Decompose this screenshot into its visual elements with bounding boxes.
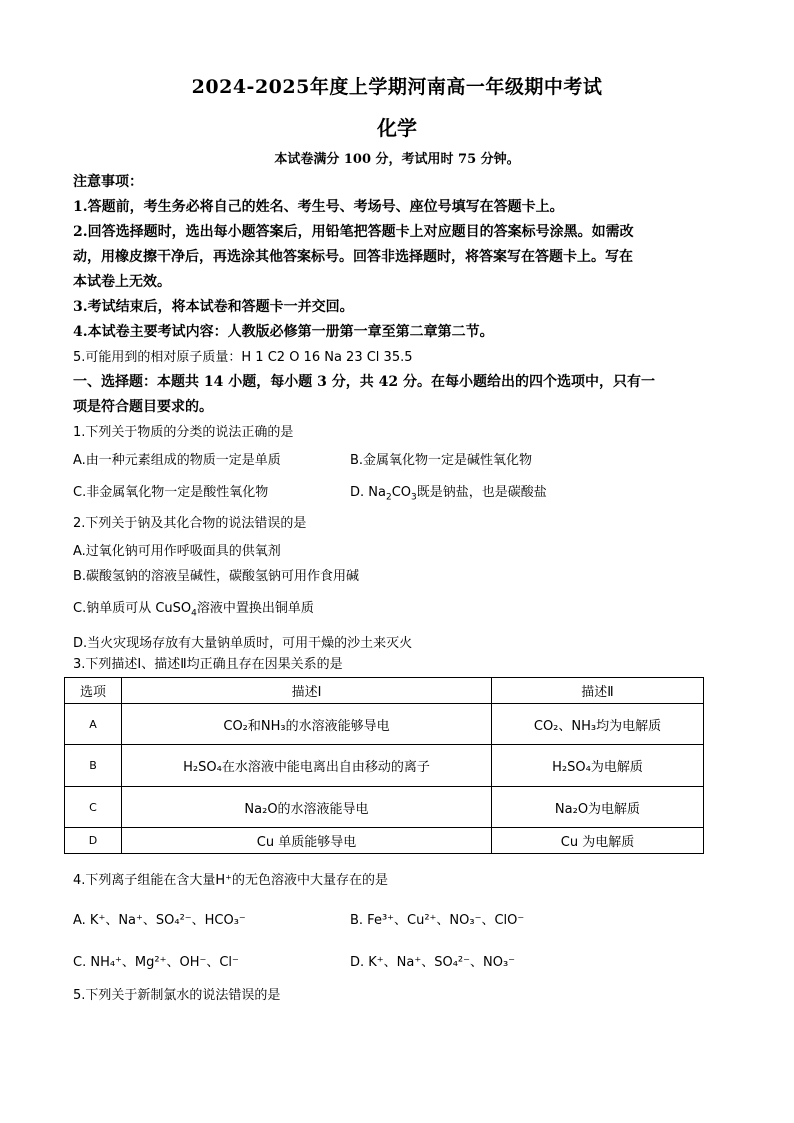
table-row [65,787,704,828]
row-desc2: H₂SO₄为电解质 [492,745,704,787]
row-label: D [65,828,122,854]
q4-option-c: C. NH₄⁺、Mg²⁺、OH⁻、Cl⁻ [73,955,239,970]
q2-stem: 2.下列关于钠及其化合物的说法错误的是 [73,516,307,531]
table-row [65,745,704,787]
exam-meta: 本试卷满分 100 分，考试用时 75 分钟。 [274,152,520,167]
subject-title: 化学 [377,116,417,140]
q4-stem: 4.下列离子组能在含大量H⁺的无色溶液中大量存在的是 [73,873,389,888]
q4-option-d: D. K⁺、Na⁺、SO₄²⁻、NO₃⁻ [350,955,516,970]
q1-option-d: D. $Na_2CO_3$既是钠盐，也是碳酸盐 [350,485,547,503]
q1-stem: 1.下列关于物质的分类的说法正确的是 [73,425,294,440]
q1-option-b: B.金属氧化物一定是碱性氧化物 [350,453,533,468]
row-desc1: H₂SO₄在水溶液中能电离出自由移动的离子 [122,745,492,787]
row-desc1: Cu 单质能够导电 [122,828,492,854]
row-label: A [65,704,122,745]
q4-option-a: A. K⁺、Na⁺、SO₄²⁻、HCO₃⁻ [73,913,246,928]
row-label: C [65,787,122,828]
row-desc2: Cu 为电解质 [492,828,704,854]
q5-stem: 5.下列关于新制氯水的说法错误的是 [73,988,281,1003]
row-desc2: Na₂O为电解质 [492,787,704,828]
table-row [65,704,704,745]
q2-option-c: C.钠单质可从 CuSO$_4$溶液中置换出铜单质 [73,601,314,619]
q1-option-a: A.由一种元素组成的物质一定是单质 [73,453,281,468]
note-5: 5.可能用到的相对原子质量：H 1 C2 O 16 Na 23 Cl 35.5 [73,350,413,365]
note-2a: 2.回答选择题时，选出每小题答案后，用铅笔把答题卡上对应题目的答案标号涂黑。如需改 [73,224,634,240]
row-label: B [65,745,122,787]
note-1: 1.答题前，考生务必将自己的姓名、考生号、考场号、座位号填写在答题卡上。 [73,199,564,215]
table-header-option: 选项 [65,678,122,704]
row-desc1: Na₂O的水溶液能导电 [122,787,492,828]
q3-table [64,677,704,854]
table-row [65,828,704,854]
note-2c: 本试卷上无效。 [73,274,171,290]
q4-option-b: B. Fe³⁺、Cu²⁺、NO₃⁻、ClO⁻ [350,913,525,928]
table-header-desc2: 描述Ⅱ [492,678,704,704]
note-2b: 动，用橡皮擦干净后，再选涂其他答案标号。回答非选择题时，将答案写在答题卡上。写在 [73,249,633,265]
q2-option-b: B.碳酸氢钠的溶液呈碱性，碳酸氢钠可用作食用碱 [73,569,360,584]
q2-option-a: A.过氧化钠可用作呼吸面具的供氧剂 [73,544,281,559]
section-heading-2: 项是符合题目要求的。 [73,399,213,415]
section-heading-1: 一、选择题：本题共 14 小题，每小题 3 分，共 42 分。在每小题给出的四个选项中，只有一 [73,374,655,390]
q1-option-c: C.非金属氧化物一定是酸性氧化物 [73,485,269,500]
note-3: 3.考试结束后，将本试卷和答题卡一并交回。 [73,299,354,315]
table-header-desc1: 描述Ⅰ [122,678,492,704]
exam-title: 2024-2025年度上学期河南高一年级期中考试 [191,76,603,98]
row-desc1: CO₂和NH₃的水溶液能够导电 [122,704,492,745]
q3-stem: 3.下列描述Ⅰ、描述Ⅱ均正确且存在因果关系的是 [73,657,343,672]
notes-heading: 注意事项： [73,174,143,190]
q2-option-d: D.当火灾现场存放有大量钠单质时，可用干燥的沙土来灭火 [73,636,413,651]
note-4: 4.本试卷主要考试内容：人教版必修第一册第一章至第二章第二节。 [73,324,494,340]
row-desc2: CO₂、NH₃均为电解质 [492,704,704,745]
